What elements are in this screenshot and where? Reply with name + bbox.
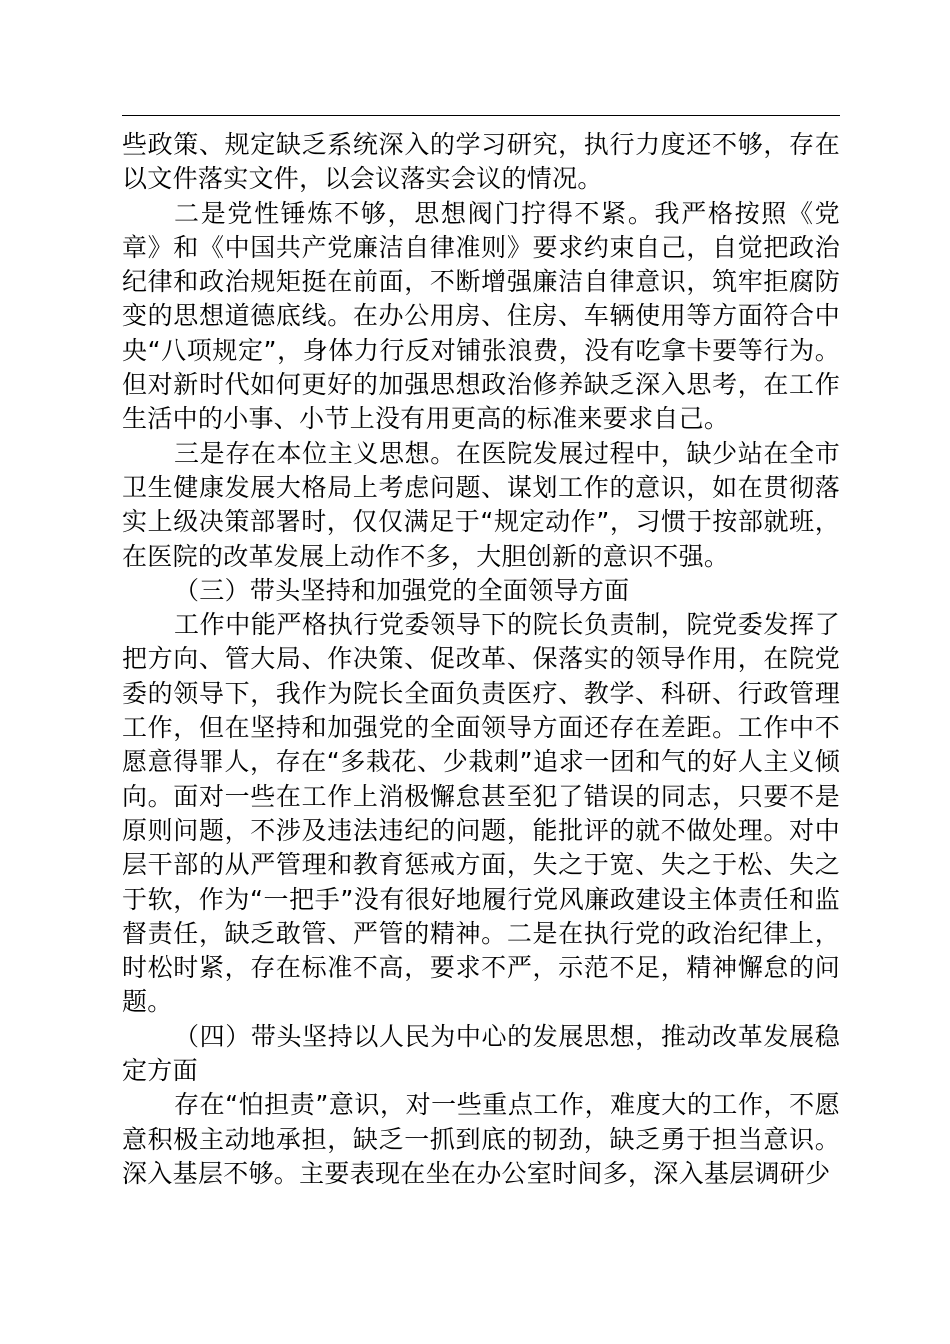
document-body	[122, 128, 840, 1191]
paragraph-party-leadership: 工作中能严格执行党委领导下的院长负责制，院党委发挥了把方向、管大局、作决策、促改革、保落实的领导作用，在院党委的领导下，我作为院长全面负责医疗、教学、科研、行政管理工作，但在坚持和加强党的全面领导方面还存在差距。工作中不愿意得罪人，存在“多栽花、少栽刺”追求一团和气的好人主义倾向。面对一些在工作上消极懈怠甚至犯了错误的同志，只要不是原则问题，不涉及违法违纪的问题，能批评的就不做处理。对中层干部的从严管理和教育惩戒方面，失之于宽、失之于松、失之于软，作为“一把手”没有很好地履行党风廉政建设主体责任和监督责任，缺乏敢管、严管的精神。二是在执行党的政治纪律上，时松时紧，存在标准不高，要求不严，示范不足，精神懈怠的问题。	[122, 610, 840, 1017]
paragraph-party-spirit: 二是党性锤炼不够，思想阀门拧得不紧。我严格按照《党章》和《中国共产党廉洁自律准则》要求约束自己，自觉把政治纪律和政治规矩挺在前面，不断增强廉洁自律意识，筑牢拒腐防变的思想道德底线。在办公用房、住房、车辆使用等方面符合中央“八项规定”，身体力行反对铺张浪费，没有吃拿卡要等行为。但对新时代如何更好的加强思想政治修养缺乏深入思考，在工作生活中的小事、小节上没有用更高的标准来要求自己。	[122, 198, 840, 434]
paragraph-departmentalism: 三是存在本位主义思想。在医院发展过程中，缺少站在全市卫生健康发展大格局上考虑问题、谋划工作的意识，如在贯彻落实上级决策部署时，仅仅满足于“规定动作”，习惯于按部就班，在医院的改革发展上动作不多，大胆创新的意识不强。	[122, 438, 840, 571]
header-rule	[122, 115, 840, 116]
section-heading-3: （三）带头坚持和加强党的全面领导方面	[174, 575, 630, 605]
section-heading-4: （四）带头坚持以人民为中心的发展思想，推动改革发展稳定方面	[122, 1021, 840, 1086]
paragraph-continuation: 些政策、规定缺乏系统深入的学习研究，执行力度还不够，存在以文件落实文件，以会议落实会议的情况。	[122, 130, 840, 194]
paragraph-responsibility: 存在“怕担责”意识，对一些重点工作，难度大的工作，不愿意积极主动地承担，缺乏一抓到底的韧劲，缺乏勇于担当意识。深入基层不够。主要表现在坐在办公室时间多，深入基层调研少	[122, 1090, 840, 1188]
